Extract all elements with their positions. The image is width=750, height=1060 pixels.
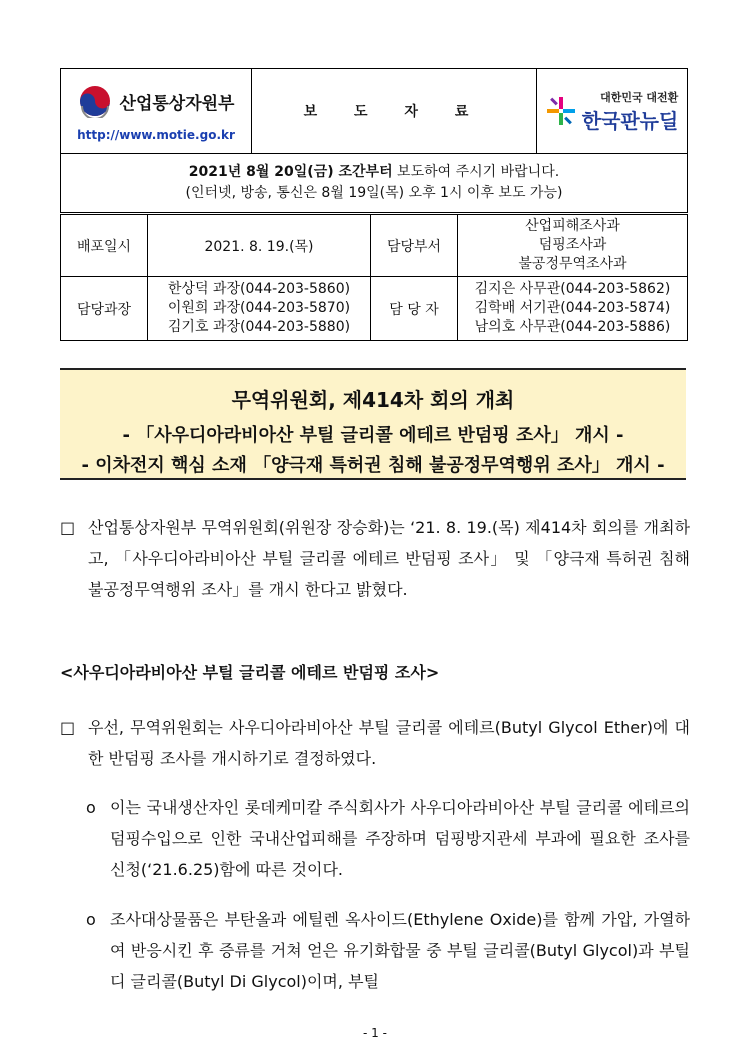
- bullet-product: [86, 904, 690, 997]
- chief-item: 이원희 과장(044-203-5870): [167, 300, 351, 316]
- paragraph-intro-text: 산업통상자원부 무역위원회(위원장 장승화)는 ‘21. 8. 19.(목) 제414차 회의를 개최하고, 「사우디아라비아산 부틸 글리콜 에테르 반덤핑 조사」 및 「양극재 특허권 침해 불공정무역행위 조사」를 개시 한다고 밝혔다.: [88, 518, 690, 599]
- date-label: 배포일시: [61, 215, 148, 277]
- new-deal-star-icon: [546, 96, 576, 126]
- embargo-date: 2021년 8월 20일(금) 조간부터: [188, 164, 393, 180]
- dept-item: 덤핑조사과: [538, 237, 607, 253]
- circle-bullet-icon: o: [86, 910, 96, 929]
- section-heading: <사우디아라비아산 부틸 글리콜 에테르 반덤핑 조사>: [60, 663, 440, 682]
- chief-item: 한상덕 과장(044-203-5860): [167, 281, 351, 297]
- headline-subtitle-2: - 이차전지 핵심 소재 「양극재 특허권 침해 불공정무역행위 조사」 개시 -: [81, 455, 665, 476]
- square-bullet-icon: □: [60, 718, 76, 737]
- dept-item: 산업피해조사과: [525, 218, 620, 234]
- header-table: [60, 68, 688, 213]
- headline-box: [60, 368, 686, 480]
- staff-item: 김지은 사무관(044-203-5862): [474, 281, 671, 297]
- dept-item: 불공정무역조사과: [518, 256, 627, 272]
- ministry-name: 산업통상자원부: [119, 93, 235, 114]
- bullet-product-text: 조사대상물품은 부탄올과 에틸렌 옥사이드(Ethylene Oxide)를 함께 가압, 가열하여 반응시킨 후 증류를 거쳐 얻은 유기화합물 중 부틸 글리콜(Butyl Glycol)과 부틸 디 글리콜(Butyl Di Glycol)이며, 부틸: [110, 910, 690, 991]
- paragraph-investigation: [60, 712, 690, 774]
- bullet-petition-text: 이는 국내생산자인 롯데케미칼 주식회사가 사우디아라비아산 부틸 글리콜 에테르의 덤핑수입으로 인한 국내산업피해를 주장하며 덤핑방지관세 부과에 필요한 조사를 신청(‘21.6.25)함에 따른 것이다.: [110, 798, 690, 879]
- headline-subtitle-1: - 「사우디아라비아산 부틸 글리콜 에테르 반덤핑 조사」 개시 -: [122, 425, 624, 446]
- new-deal-name: 한국판뉴딜: [581, 108, 679, 133]
- staff-item: 김학배 서기관(044-203-5874): [474, 300, 671, 316]
- square-bullet-icon: □: [60, 518, 76, 537]
- bullet-petition: [86, 792, 690, 885]
- page-number: - 1 -: [363, 1026, 387, 1040]
- embargo-text: 보도하여 주시기 바랍니다.: [392, 164, 560, 180]
- taegeuk-logo-icon: [78, 84, 112, 118]
- chief-list: [148, 277, 371, 341]
- dept-label: 담당부서: [371, 215, 458, 277]
- new-deal-logo-cell: [537, 69, 688, 154]
- date-value: 2021. 8. 19.(목): [148, 215, 371, 277]
- dept-list: [458, 215, 688, 277]
- circle-bullet-icon: o: [86, 798, 96, 817]
- new-deal-tagline: 대한민국 대전환: [600, 90, 679, 104]
- staff-label: 담 당 자: [371, 277, 458, 341]
- ministry-url-link[interactable]: http://www.motie.go.kr: [77, 128, 235, 142]
- info-table: [60, 214, 688, 341]
- ministry-logo-cell: [61, 69, 252, 154]
- paragraph-intro: [60, 512, 690, 605]
- headline-title: 무역위원회, 제414차 회의 개최: [231, 388, 515, 412]
- chief-label: 담당과장: [61, 277, 148, 341]
- page-title: 보 도 자 료: [252, 69, 537, 154]
- chief-item: 김기호 과장(044-203-5880): [167, 319, 351, 335]
- embargo-notice: [61, 154, 688, 213]
- embargo-online-note: (인터넷, 방송, 통신은 8월 19일(목) 오후 1시 이후 보도 가능): [185, 185, 563, 201]
- staff-list: [458, 277, 688, 341]
- paragraph-investigation-text: 우선, 무역위원회는 사우디아라비아산 부틸 글리콜 에테르(Butyl Glycol Ether)에 대한 반덤핑 조사를 개시하기로 결정하였다.: [88, 718, 690, 768]
- staff-item: 남의호 사무관(044-203-5886): [474, 319, 671, 335]
